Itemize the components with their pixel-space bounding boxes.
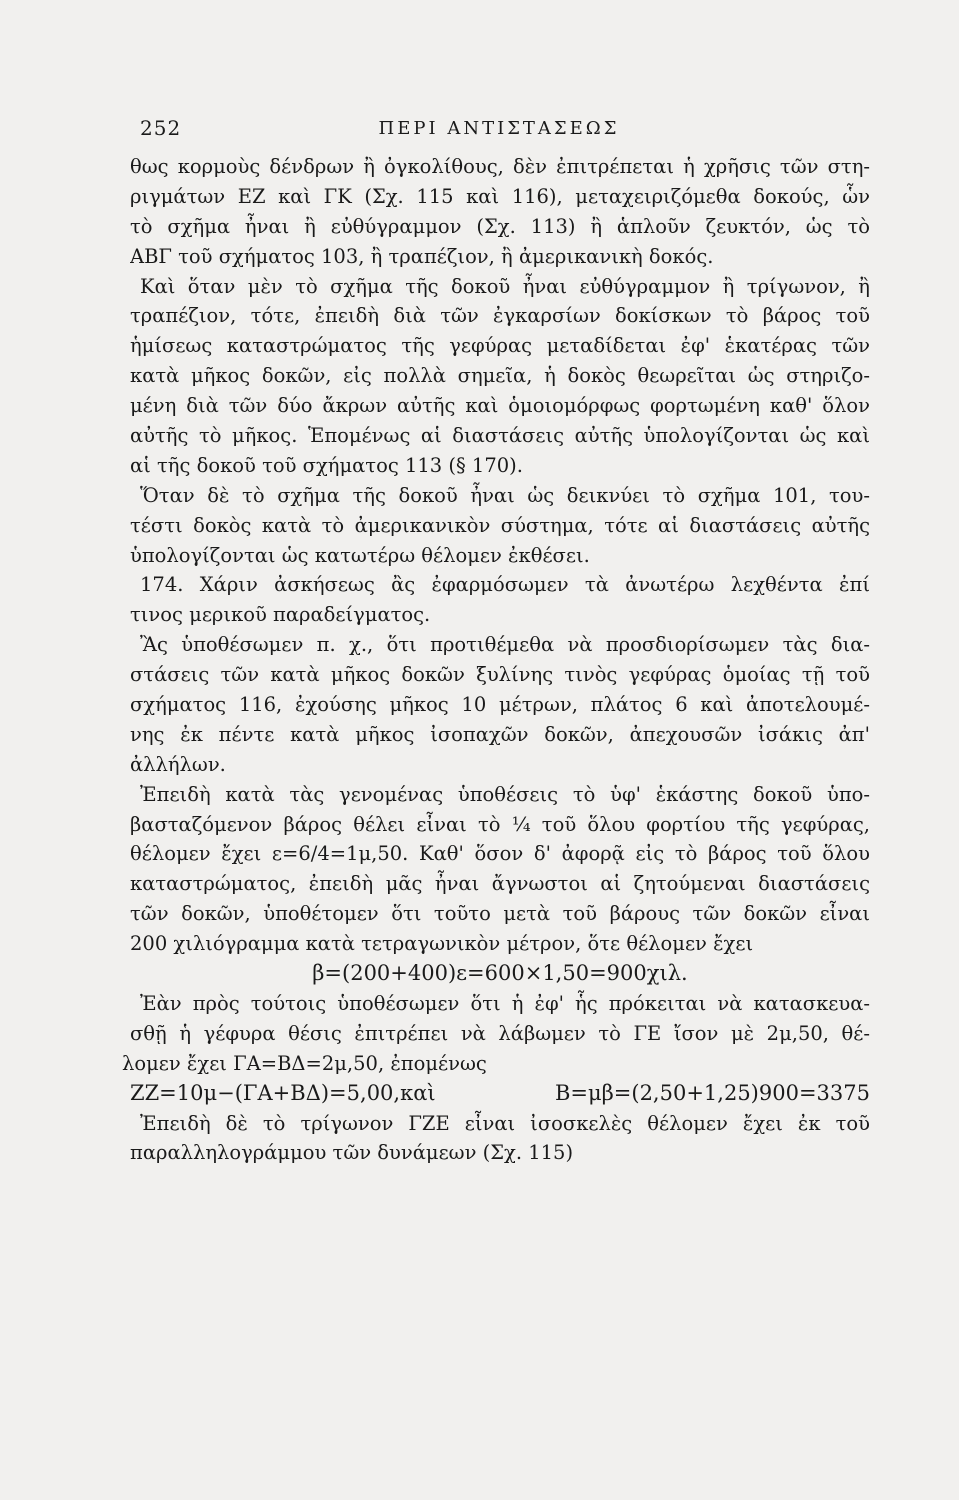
text-line: αὐτῆς τὸ μῆκος. Ἑπομένως αἱ διαστάσεις αὐτῆς ὑπολογίζονται ὡς καὶ — [130, 424, 870, 448]
text-line: λομεν ἔχει ΓΑ=ΒΔ=2μ,50, ἐπομένως — [122, 1051, 487, 1075]
text-line: ὑπολογίζονται ὡς κατωτέρω θέλομεν ἐκθέσει. — [130, 543, 590, 567]
equation-line: β=(200+400)ε=600×1,50=900χιλ. — [312, 961, 688, 986]
body-text — [122, 152, 870, 1168]
text-line: τινος μερικοῦ παραδείγματος. — [130, 603, 431, 627]
text-line: Ὅταν δὲ τὸ σχῆμα τῆς δοκοῦ ἦναι ὡς δεικνύει τὸ σχῆμα 101, του- — [140, 483, 870, 507]
text-line: ριγμάτων ΕΖ καὶ ΓΚ (Σχ. 115 καὶ 116), μεταχειριζόμεθα δοκούς, ὧν — [130, 184, 870, 208]
section-174-line: 174. Χάριν ἀσκήσεως ἂς ἐφαρμόσωμεν τὰ ἀνωτέρω λεχθέντα ἐπί — [140, 573, 870, 597]
text-line: τραπέζιον, τότε, ἐπειδὴ διὰ τῶν ἐγκαρσίων δοκίσκων τὸ βάρος τοῦ — [130, 304, 870, 328]
text-line: μένη διὰ τῶν δύο ἄκρων αὐτῆς καὶ ὁμοιομόρφως φορτωμένη καθ' ὅλον — [130, 394, 870, 418]
text-line: καταστρώματος, ἐπειδὴ μᾶς ἦναι ἄγνωστοι αἱ ζητούμεναι διαστάσεις — [130, 872, 870, 896]
text-line: ἡμίσεως καταστρώματος τῆς γεφύρας μεταδίδεται ἐφ' ἑκατέρας τῶν — [130, 334, 870, 358]
text-line: θως κορμοὺς δένδρων ἢ ὀγκολίθους, δὲν ἐπιτρέπεται ἡ χρῆσις τῶν στη- — [130, 155, 870, 178]
text-line: Ἐπειδὴ κατὰ τὰς γενομένας ὑποθέσεις τὸ ὑφ' ἑκάστης δοκοῦ ὑπο- — [140, 782, 870, 806]
text-line: στάσεις τῶν κατὰ μῆκος δοκῶν ξυλίνης τινὸς γεφύρας ὁμοίας τῇ τοῦ — [130, 663, 870, 687]
text-line: παραλληλογράμμου τῶν δυνάμεων (Σχ. 115) — [130, 1141, 574, 1165]
text-line: τὸ σχῆμα ἦναι ἢ εὐθύγραμμον (Σχ. 113) ἢ ἁπλοῦν ζευκτόν, ὡς τὸ — [130, 214, 870, 238]
running-title: ΠΕΡΙ ΑΝΤΙΣΤΑΣΕΩΣ — [378, 118, 620, 139]
text-line: βασταζόμενον βάρος θέλει εἶναι τὸ ¼ τοῦ ὅλου φορτίου τῆς γεφύρας, — [130, 812, 870, 836]
text-line: θέλομεν ἔχει ε=6/4=1μ,50. Καθ' ὅσον δ' ἀφορᾷ εἰς τὸ βάρος τοῦ ὅλου — [130, 842, 870, 866]
text-line: Ἐπειδὴ δὲ τὸ τρίγωνον ΓΖΕ εἶναι ἰσοσκελὲς θέλομεν ἔχει ἐκ τοῦ — [140, 1111, 870, 1135]
text-line: τέστι δοκὸς κατὰ τὸ ἀμερικανικὸν σύστημα, τότε αἱ διαστάσεις αὐτῆς — [130, 513, 870, 537]
page-header — [128, 116, 870, 144]
text-line: Καὶ ὅταν μὲν τὸ σχῆμα τῆς δοκοῦ ἦναι εὐθύγραμμον ἢ τρίγωνον, ἢ — [140, 274, 870, 298]
page-number: 252 — [140, 116, 182, 140]
text-line: σχήματος 116, ἐχούσης μῆκος 10 μέτρων, πλάτος 6 καὶ ἀποτελουμέ- — [130, 693, 870, 717]
text-line: ἀλλήλων. — [130, 752, 226, 776]
text-line: αἱ τῆς δοκοῦ τοῦ σχήματος 113 (§ 170). — [130, 453, 523, 477]
text-line: ΑΒΓ τοῦ σχήματος 103, ἢ τραπέζιον, ἢ ἀμερικανικὴ δοκός. — [130, 244, 714, 268]
text-line: νης ἐκ πέντε κατὰ μῆκος ἰσοπαχῶν δοκῶν, ἀπεχουσῶν ἰσάκις ἀπ' — [130, 722, 870, 746]
text-line: 200 χιλιόγραμμα κατὰ τετραγωνικὸν μέτρον, ὅτε θέλομεν ἔχει — [130, 932, 754, 956]
text-line: Ἂς ὑποθέσωμεν π. χ., ὅτι προτιθέμεθα νὰ προσδιορίσωμεν τὰς δια- — [140, 633, 870, 657]
text-line: κατὰ μῆκος δοκῶν, εἰς πολλὰ σημεῖα, ἡ δοκὸς θεωρεῖται ὡς στηριζο- — [130, 364, 870, 388]
text-line: σθῇ ἡ γέφυρα θέσις ἐπιτρέπει νὰ λάβωμεν τὸ ΓΕ ἴσον μὲ 2μ,50, θέ- — [130, 1021, 870, 1045]
text-line: τῶν δοκῶν, ὑποθέτομεν ὅτι τοῦτο μετὰ τοῦ βάρους τῶν δοκῶν εἶναι — [130, 902, 870, 926]
text-line: Ἐὰν πρὸς τούτοις ὑποθέσωμεν ὅτι ἡ ἐφ' ἧς πρόκειται νὰ κατασκευα- — [140, 991, 870, 1015]
equation-line: ΖΖ=10μ−(ΓΑ+ΒΔ)=5,00,καὶ Β=μβ=(2,50+1,25)900=3375 — [130, 1080, 870, 1105]
